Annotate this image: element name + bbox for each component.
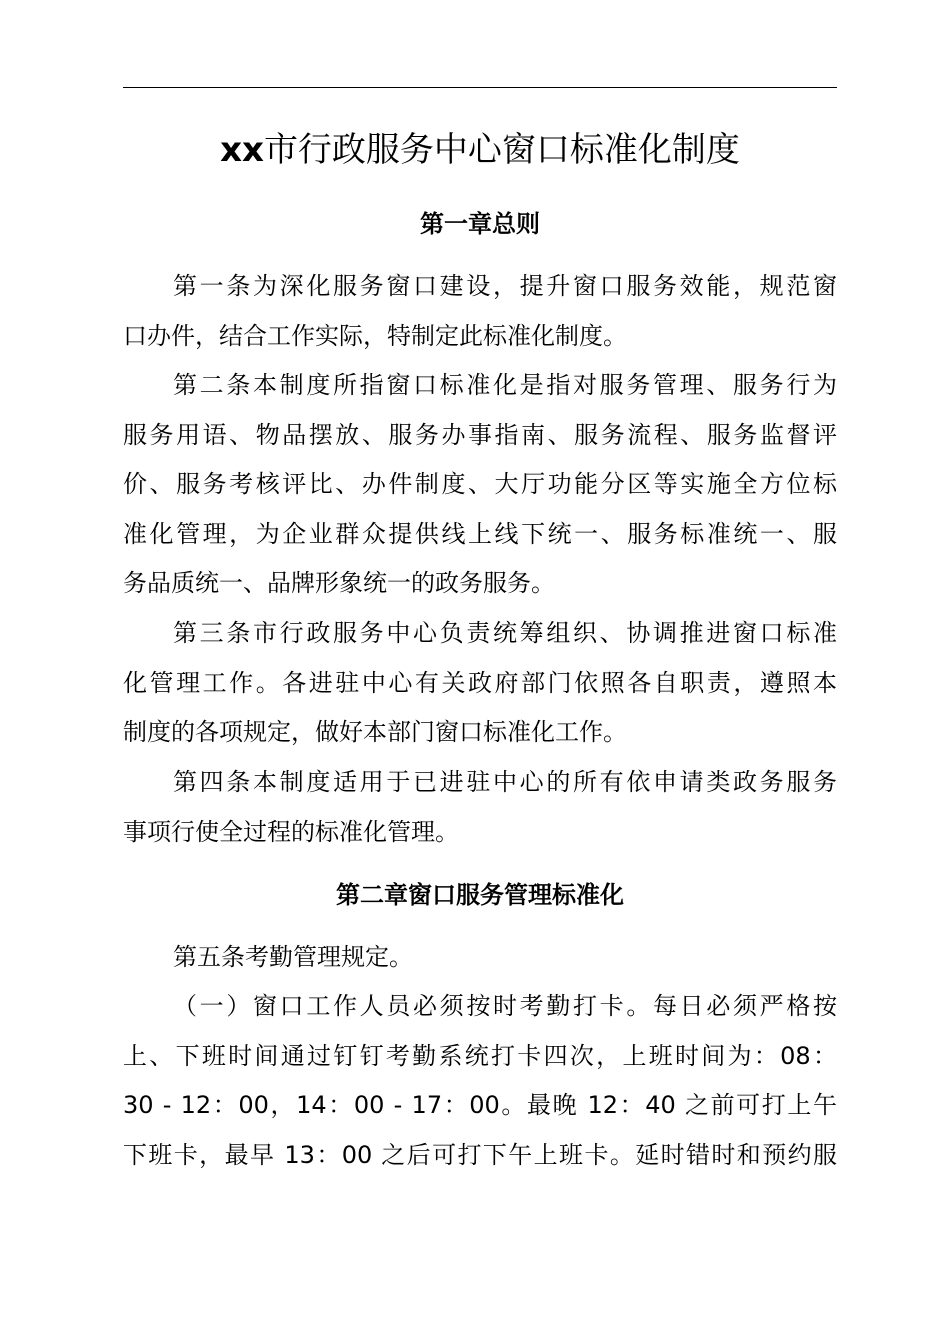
article-5-line: 第五条考勤管理规定。: [173, 943, 413, 971]
article-1-line: 第一条为深化服务窗口建设，提升窗口服务效能，规范窗: [173, 272, 837, 300]
article-5: [123, 933, 837, 983]
item-1: [123, 982, 837, 1180]
article-2-line: 务品质统一、品牌形象统一的政务服务。: [123, 569, 555, 597]
article-2-line: 价、服务考核评比、办件制度、大厅功能分区等实施全方位标: [123, 470, 837, 498]
article-4-line: 事项行使全过程的标准化管理。: [123, 817, 459, 846]
title-prefix: xx: [220, 130, 264, 170]
chapter-2-heading: 第二章窗口服务管理标准化: [336, 881, 624, 909]
article-4: [123, 758, 837, 857]
article-3-line: 第三条市行政服务中心负责统筹组织、协调推进窗口标准: [173, 619, 837, 647]
article-2-line: 服务用语、物品摆放、服务办事指南、服务流程、服务监督评: [123, 420, 837, 449]
article-2-line: 准化管理，为企业群众提供线上线下统一、服务标准统一、服: [123, 519, 837, 548]
article-1: [123, 262, 837, 361]
article-3-line: 制度的各项规定，做好本部门窗口标准化工作。: [123, 718, 627, 746]
header-rule: [123, 87, 837, 88]
item-1-line: 上、下班时间通过钉钉考勤系统打卡四次，上班时间为：08：: [123, 1041, 837, 1070]
article-2: [123, 361, 837, 609]
item-1-line: 30 - 12：00，14：00 - 17：00。最晚 12：40 之前可打上午: [123, 1091, 837, 1119]
article-4-line: 第四条本制度适用于已进驻中心的所有依申请类政务服务: [173, 768, 837, 796]
item-1-line: 下班卡，最早 13：00 之后可打下午上班卡。延时错时和预约服: [123, 1140, 837, 1169]
chapter-1-heading: 第一章总则: [420, 210, 540, 238]
article-2-line: 第二条本制度所指窗口标准化是指对服务管理、服务行为: [173, 371, 837, 399]
title-main: 市行政服务中心窗口标准化制度: [263, 130, 740, 170]
article-1-line: 口办件，结合工作实际，特制定此标准化制度。: [123, 321, 627, 350]
document-title: [123, 128, 837, 172]
article-3-line: 化管理工作。各进驻中心有关政府部门依照各自职责，遵照本: [123, 668, 837, 697]
article-3: [123, 609, 837, 758]
item-1-line: （一）窗口工作人员必须按时考勤打卡。每日必须严格按: [173, 992, 837, 1020]
